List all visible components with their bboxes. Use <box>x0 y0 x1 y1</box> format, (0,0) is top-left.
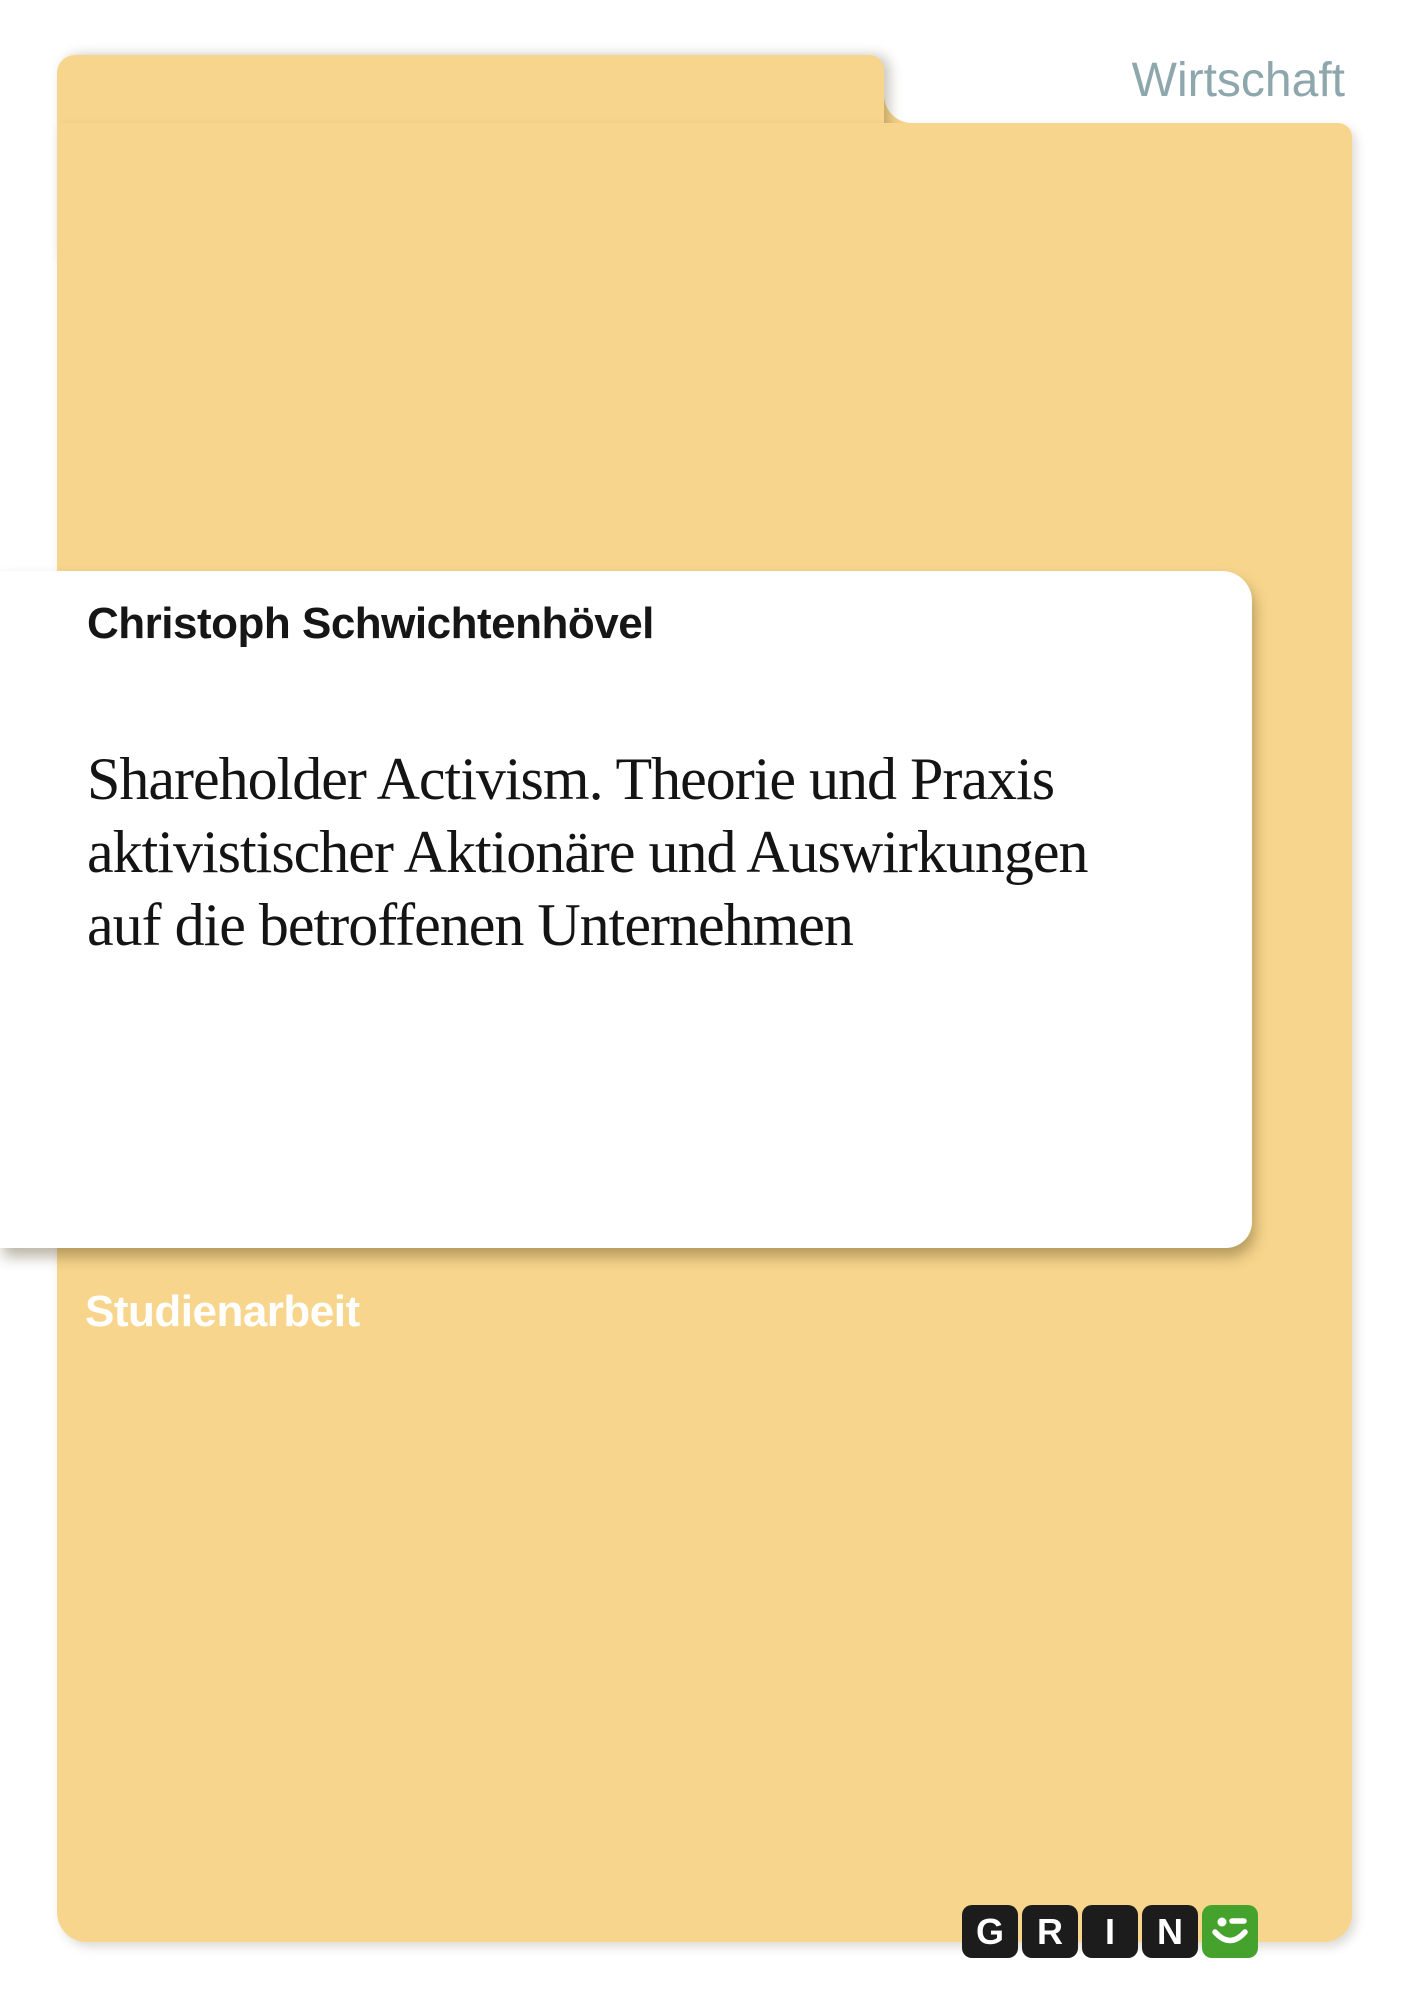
category-label: Wirtschaft <box>1131 54 1345 107</box>
grin-logo-smiley-tile <box>1202 1905 1258 1958</box>
document-type-label: Studienarbeit <box>85 1287 360 1336</box>
grin-logo-letter-i: I <box>1082 1905 1138 1958</box>
book-title-line-3: auf die betroffenen Unternehmen <box>87 892 853 958</box>
grin-logo <box>962 1905 1258 1958</box>
grin-logo-letter-g: G <box>962 1905 1018 1958</box>
author-name: Christoph Schwichtenhövel <box>87 599 654 648</box>
wink-smiley-icon <box>1202 1905 1258 1958</box>
grin-logo-letter-r: R <box>1022 1905 1078 1958</box>
book-title-line-2: aktivistischer Aktionäre und Auswirkungen <box>87 819 1088 885</box>
grin-logo-letter-n: N <box>1142 1905 1198 1958</box>
book-title-line-1: Shareholder Activism. Theorie und Praxis <box>87 746 1055 812</box>
book-title <box>87 743 1277 962</box>
